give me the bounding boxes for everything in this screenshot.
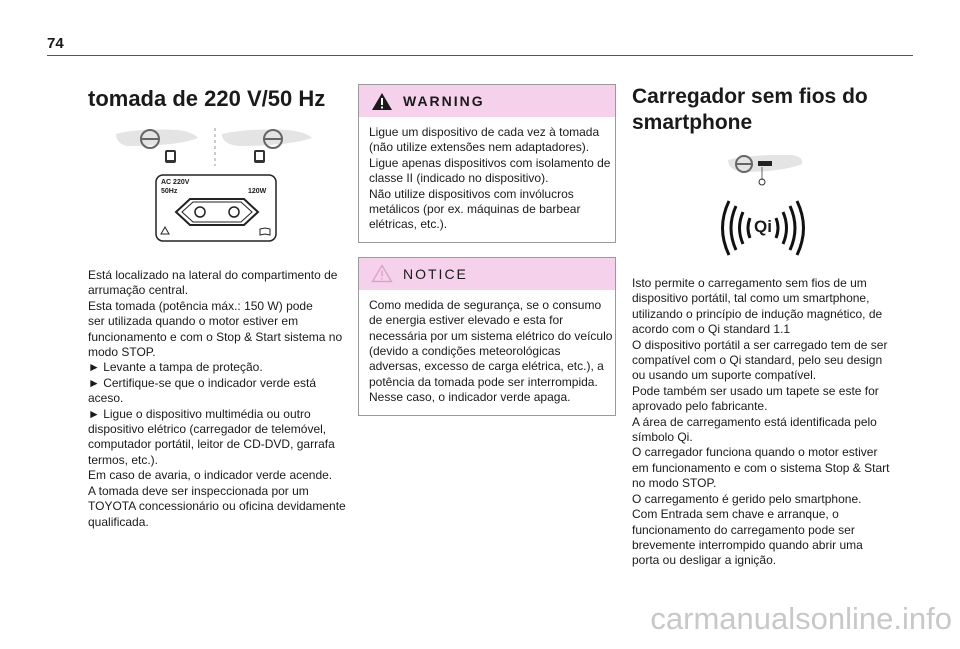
text-line: O carregador funciona quando o motor estiver (632, 445, 878, 460)
text-line: aceso. (88, 391, 124, 406)
text-line: Nesse caso, o indicador verde apaga. (369, 390, 571, 405)
notice-header (359, 258, 615, 290)
warning-header (359, 85, 615, 117)
text-line: Como medida de segurança, se o consumo (369, 297, 602, 312)
wireless-description (632, 276, 894, 569)
text-line: TOYOTA concessionário ou oficina devidamente (88, 499, 346, 514)
dashboard-location-figure (88, 126, 346, 168)
text-line: Com Entrada sem chave e arranque, o (632, 507, 839, 522)
text-line: funcionamento do carregamento pode ser (632, 522, 855, 537)
text-line: adversas, excesso de carga elétrica, etc.), a (369, 359, 604, 374)
text-line: no modo STOP. (632, 476, 717, 491)
text-line: (não utilize extensões nem adaptadores). (369, 140, 590, 155)
notice-title: NOTICE (403, 265, 468, 282)
qi-symbol-figure (632, 198, 894, 258)
socket-voltage-label: AC 220V (161, 179, 190, 186)
text-line: funcionamento e com o Stop & Start sistema no (88, 329, 343, 344)
text-line: brevemente interrompido quando abrir uma (632, 537, 863, 552)
text-line: aprovado pelo fabricante. (632, 399, 768, 414)
notice-box (358, 257, 616, 416)
text-line: compatível com o Qi standard, pelo seu design (632, 353, 883, 368)
text-line: Está localizado na lateral do compartimento de (88, 268, 338, 282)
text-line: utilizando o princípio de indução magnético, de (632, 306, 883, 321)
text-line: ser utilizada quando o motor estiver em (88, 314, 299, 329)
text-line: em funcionamento e com o sistema Stop & Start (632, 460, 890, 475)
text-line: modo STOP. (88, 345, 156, 360)
text-line: Esta tomada (potência máx.: 150 W) pode (88, 298, 313, 313)
watermark: carmanualsonline.info (650, 601, 952, 636)
text-line: Isto permite o carregamento sem fios de um (632, 276, 867, 290)
wireless-charger-section (632, 84, 894, 569)
notice-text (359, 290, 615, 415)
safety-boxes (358, 84, 616, 416)
text-line: (devido a condições meteorológicas (369, 344, 561, 359)
warning-triangle-icon (371, 92, 393, 111)
text-line: arrumação central. (88, 283, 189, 298)
text-line: de energia estiver elevado e esta for (369, 313, 564, 328)
text-line: elétricas, etc.). (369, 217, 448, 232)
warning-title: WARNING (403, 93, 485, 109)
text-line: O carregamento é gerido pelo smartphone. (632, 491, 862, 506)
notice-triangle-icon (371, 264, 393, 283)
text-line: dispositivo portátil, tal como um smartphone, (632, 291, 870, 306)
dashboard-charger-location-icon (632, 152, 894, 188)
text-line: símbolo Qi. (632, 430, 693, 445)
text-line: ► Certifique-se que o indicador verde está (88, 375, 316, 390)
text-line: A tomada deve ser inspeccionada por um (88, 483, 309, 498)
text-line: termos, etc.). (88, 452, 159, 467)
text-line: Ligue apenas dispositivos com isolamento de (369, 155, 611, 170)
socket-220v-icon (88, 174, 346, 242)
dashboard-socket-location-icon (88, 126, 346, 168)
text-line: Pode também ser usado um tapete se este for (632, 383, 879, 398)
charger-location-figure (632, 152, 894, 188)
socket-power-label: 120W (248, 188, 267, 195)
text-line: ► Levante a tampa de proteção. (88, 360, 263, 375)
text-line: O dispositivo portátil a ser carregado tem de ser (632, 337, 888, 352)
text-line: potência da tomada pode ser interrompida. (369, 374, 598, 389)
socket-frequency-label: 50Hz (161, 188, 178, 195)
text-line: classe II (indicado no dispositivo). (369, 171, 549, 186)
text-line: porta ou desligar a ignição. (632, 553, 777, 568)
text-line: necessária por um sistema elétrico do veículo (369, 328, 613, 343)
text-line: acordo com o Qi standard 1.1 (632, 322, 791, 337)
section-title-socket: tomada de 220 V/50 Hz (88, 86, 326, 111)
warning-box (358, 84, 616, 243)
text-line: Ligue um dispositivo de cada vez à tomada (369, 125, 600, 139)
section-title-wireless-line2: smartphone (632, 111, 753, 134)
qi-symbol-label: Qi (754, 217, 772, 236)
socket-description (88, 268, 346, 530)
text-line: qualificada. (88, 514, 149, 529)
text-line: computador portátil, leitor de CD-DVD, garrafa (88, 437, 335, 452)
text-line: Não utilize dispositivos com invólucros (369, 186, 574, 201)
socket-section (88, 78, 346, 530)
text-line: ou usando um suporte compatível. (632, 368, 817, 383)
text-line: Em caso de avaria, o indicador verde acende. (88, 468, 333, 483)
text-line: A área de carregamento está identificada pelo (632, 414, 877, 429)
warning-text (359, 117, 615, 242)
socket-figure (88, 174, 346, 242)
text-line: metálicos (por ex. máquinas de barbear (369, 202, 581, 217)
text-line: ► Ligue o dispositivo multimédia ou outro (88, 406, 311, 421)
text-line: dispositivo elétrico (carregador de telemóvel, (88, 422, 327, 437)
page-number: 74 (47, 35, 64, 52)
header-divider (47, 55, 913, 56)
section-title-wireless-line1: Carregador sem fios do (632, 85, 868, 108)
